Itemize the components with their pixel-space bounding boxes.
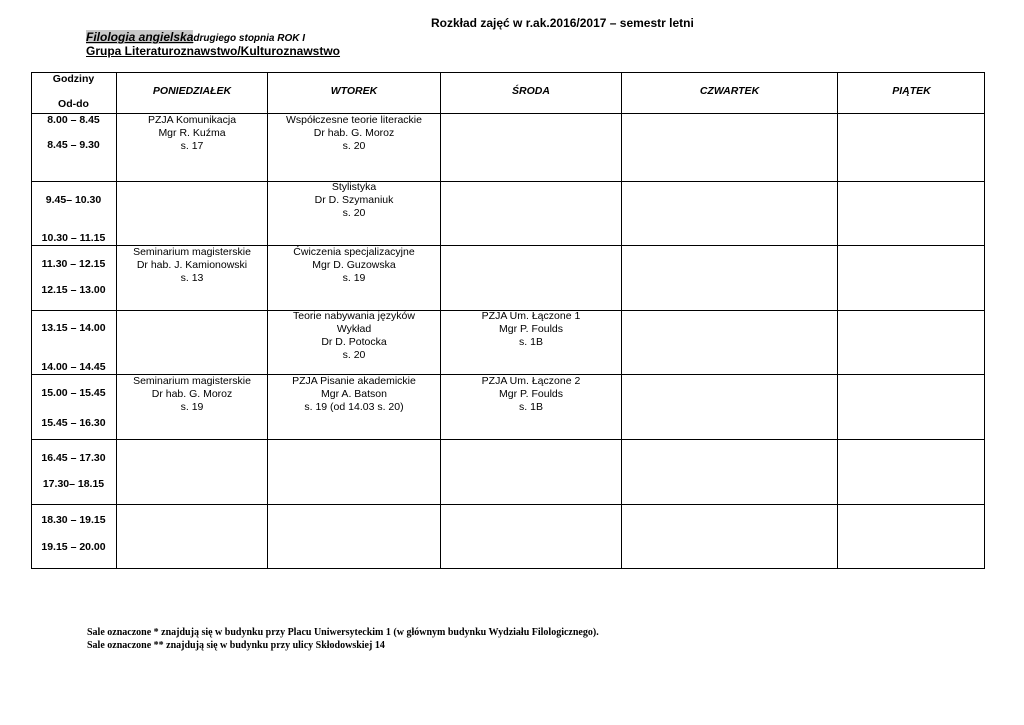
class-subject: Teorie nabywania języków — [293, 310, 415, 322]
class-teacher: Mgr A. Batson — [321, 388, 387, 400]
class-teacher: Mgr P. Foulds — [499, 323, 563, 335]
class-room: s. 19 (od 14.03 s. 20) — [304, 401, 404, 413]
time-slot: 8.00 – 8.45 — [47, 114, 100, 126]
time-slot: 12.15 – 13.00 — [41, 284, 106, 296]
class-cell-tuesday — [268, 181, 440, 220]
time-slot: 10.30 – 11.15 — [41, 232, 106, 244]
timetable — [31, 72, 985, 569]
footer-note-1: Sale oznaczone * znajdują się w budynku przy Placu Uniwersyteckim 1 (w głównym budynku Wydziału Filologicznego). — [87, 627, 599, 638]
class-teacher: Dr D. Szymaniuk — [314, 194, 394, 206]
class-subject: Współczesne teorie literackie — [286, 114, 422, 126]
class-subject: Stylistyka — [331, 181, 377, 193]
class-cell-tuesday — [268, 114, 440, 153]
class-type: Wykład — [336, 323, 372, 335]
class-subject: PZJA Pisanie akademickie — [292, 375, 416, 387]
time-slot: 11.30 – 12.15 — [41, 258, 106, 270]
time-slot: 18.30 – 19.15 — [41, 514, 106, 526]
class-room: s. 1B — [519, 401, 543, 413]
class-cell-tuesday — [268, 310, 440, 362]
footer-note-2: Sale oznaczone ** znajdują się w budynku przy ulicy Skłodowskiej 14 — [87, 640, 385, 651]
class-cell-tuesday — [268, 246, 440, 285]
class-subject: PZJA Um. Łączone 2 — [481, 375, 581, 387]
class-teacher: Dr hab. G. Moroz — [313, 127, 395, 139]
program-name: Filologia angielska — [86, 30, 194, 44]
class-cell-wednesday — [441, 310, 621, 349]
day-header-thursday: CZWARTEK — [699, 85, 760, 97]
class-teacher: Dr hab. G. Moroz — [151, 388, 233, 400]
day-header-wednesday: ŚRODA — [512, 85, 550, 97]
program-line — [86, 30, 305, 44]
class-subject: PZJA Um. Łączone 1 — [481, 310, 581, 322]
class-room: s. 20 — [342, 349, 366, 361]
class-cell-monday — [117, 375, 267, 414]
time-slot: 19.15 – 20.00 — [41, 541, 106, 553]
day-header-monday: PONIEDZIAŁEK — [152, 85, 232, 97]
class-cell-wednesday — [441, 375, 621, 414]
from-to-header-label: Od-do — [58, 98, 89, 110]
day-header-tuesday: WTOREK — [330, 85, 378, 97]
class-subject: Seminarium magisterskie — [133, 246, 251, 258]
class-cell-tuesday — [268, 375, 440, 414]
class-room: s. 1B — [519, 336, 543, 348]
time-slot: 8.45 – 9.30 — [47, 139, 100, 151]
time-slot: 15.45 – 16.30 — [41, 417, 106, 429]
day-header-friday: PIĄTEK — [892, 85, 931, 97]
class-room: s. 19 — [180, 401, 204, 413]
time-slot: 14.00 – 14.45 — [41, 361, 106, 373]
time-slot: 15.00 – 15.45 — [41, 387, 106, 399]
time-slot: 17.30– 18.15 — [42, 478, 105, 490]
class-subject: Seminarium magisterskie — [133, 375, 251, 387]
time-slot: 16.45 – 17.30 — [41, 452, 106, 464]
class-teacher: Mgr R. Kuźma — [158, 127, 226, 139]
group-name: Grupa Literaturoznawstwo/Kulturoznawstwo — [86, 44, 341, 58]
class-teacher: Dr hab. J. Kamionowski — [136, 259, 248, 271]
schedule-title: Rozkład zajęć w r.ak.2016/2017 – semestr letni — [431, 16, 694, 30]
class-cell-monday — [117, 114, 267, 153]
class-subject: PZJA Komunikacja — [147, 114, 237, 126]
class-room: s. 19 — [342, 272, 366, 284]
time-slot: 13.15 – 14.00 — [41, 322, 106, 334]
class-teacher: Mgr P. Foulds — [499, 388, 563, 400]
class-room: s. 20 — [342, 207, 366, 219]
hours-header-label: Godziny — [52, 73, 95, 85]
program-level: drugiego stopnia ROK I — [193, 33, 306, 44]
time-slot: 9.45– 10.30 — [45, 194, 102, 206]
class-teacher: Dr D. Potocka — [321, 336, 387, 348]
class-cell-monday — [117, 246, 267, 285]
class-teacher: Mgr D. Guzowska — [312, 259, 396, 271]
class-room: s. 20 — [342, 140, 366, 152]
class-subject: Ćwiczenia specjalizacyjne — [293, 246, 415, 258]
class-room: s. 17 — [180, 140, 204, 152]
class-room: s. 13 — [180, 272, 204, 284]
